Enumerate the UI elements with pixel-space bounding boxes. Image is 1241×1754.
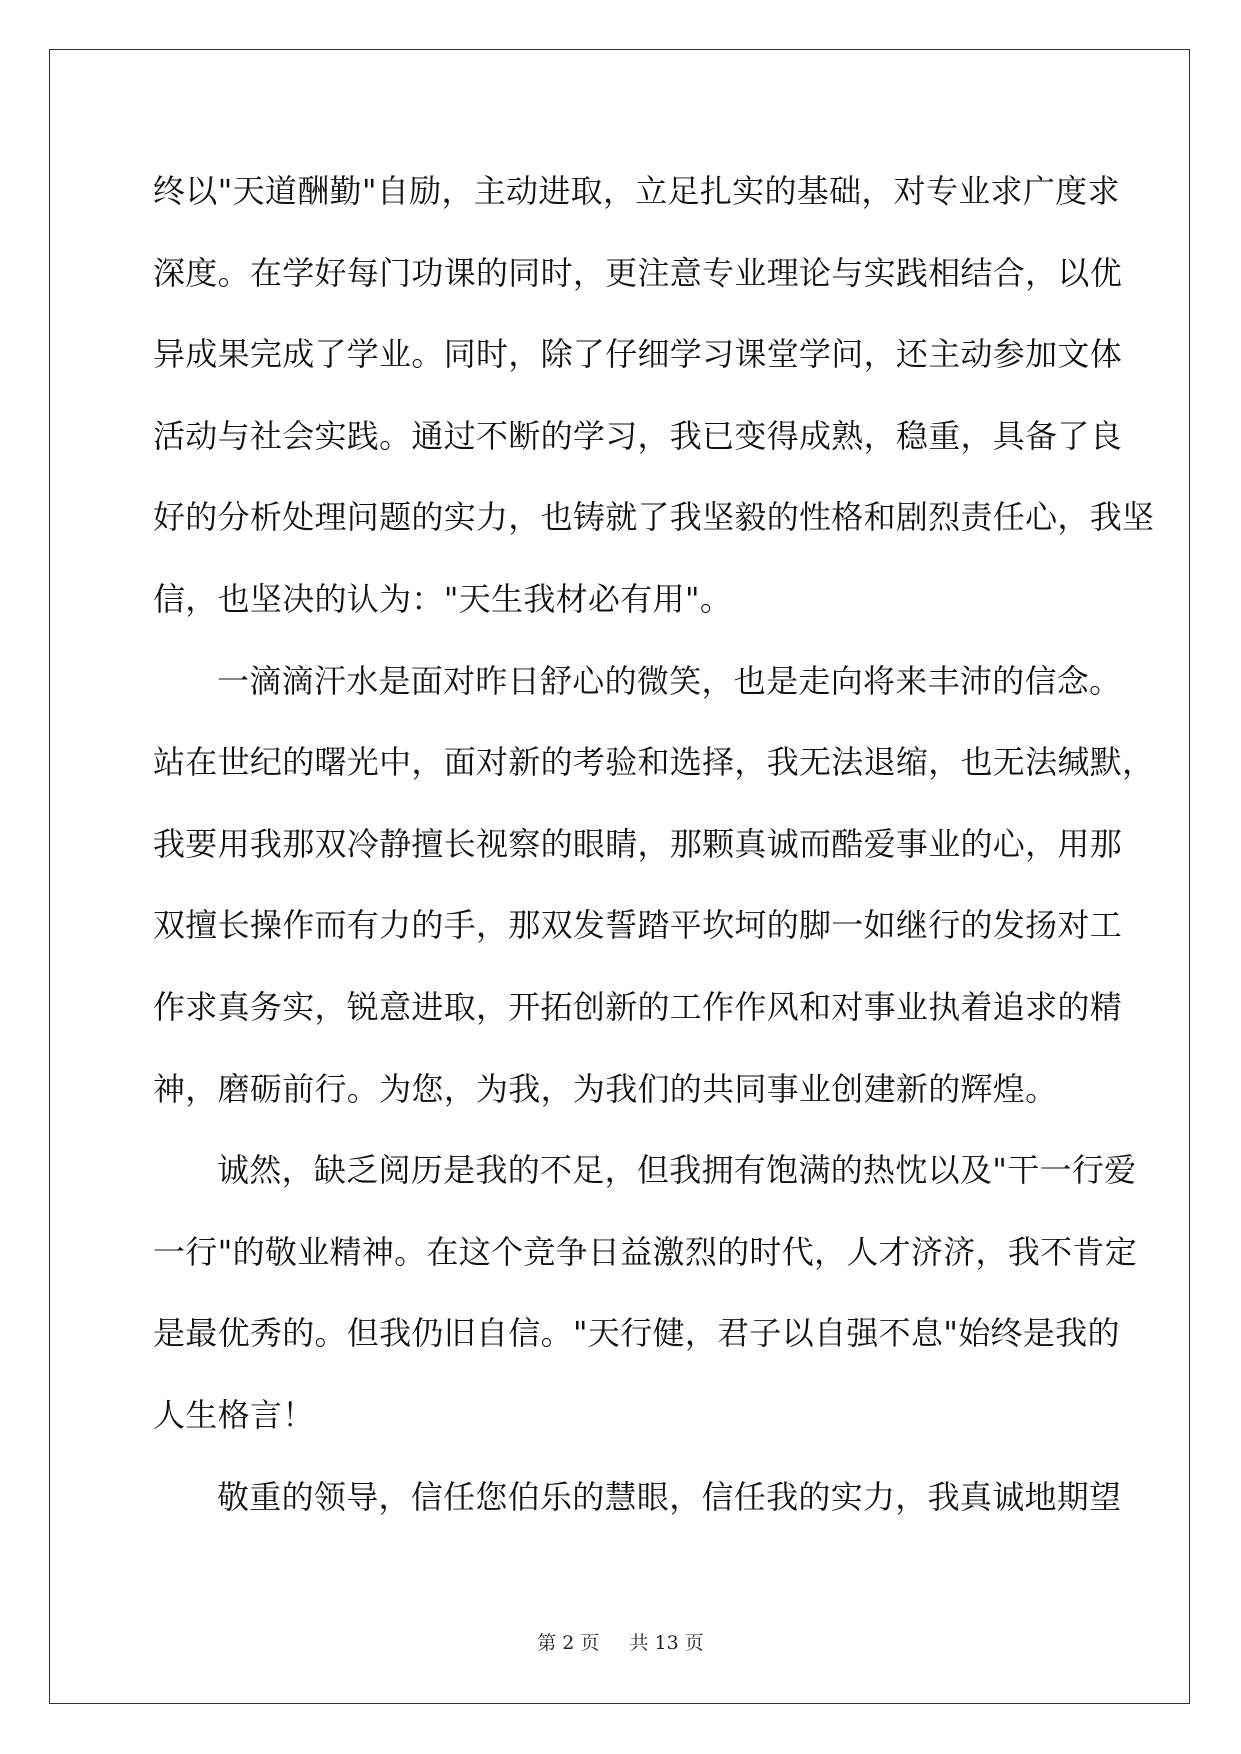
text-line: 神，磨砺前行。为您，为我，为我们的共同事业创建新的辉煌。 bbox=[153, 1069, 1058, 1108]
text-line: 作求真务实，锐意进取，开拓创新的工作作风和对事业执着追求的精 bbox=[153, 987, 1123, 1026]
paragraph-start-line: 诚然，缺乏阅历是我的不足，但我拥有饱满的热忱以及"干一行爱 bbox=[217, 1151, 1137, 1190]
page-number: 第 2 页 bbox=[537, 1632, 600, 1654]
text-line: 是最优秀的。但我仍旧自信。"天行健，君子以自强不息"始终是我的 bbox=[153, 1314, 1120, 1353]
text-line: 一行"的敬业精神。在这个竞争日益激烈的时代，人才济济，我不肯定 bbox=[153, 1232, 1138, 1271]
page-total: 共 13 页 bbox=[629, 1632, 704, 1654]
text-line: 站在世纪的曙光中，面对新的考验和选择，我无法退缩，也无法缄默， bbox=[153, 743, 1155, 782]
text-line: 我要用我那双冷静擅长视察的眼睛，那颗真诚而酷爱事业的心，用那 bbox=[153, 824, 1123, 863]
text-line: 好的分析处理问题的实力，也铸就了我坚毅的性格和剧烈责任心，我坚 bbox=[153, 498, 1155, 537]
text-line: 异成果完成了学业。同时，除了仔细学习课堂学问，还主动参加文体 bbox=[153, 335, 1123, 374]
text-line: 人生格言！ bbox=[153, 1395, 315, 1434]
text-line: 终以"天道酬勤"自励，主动进取，立足扎实的基础，对专业求广度求 bbox=[153, 172, 1120, 210]
text-line: 活动与社会实践。通过不断的学习，我已变得成熟，稳重，具备了良 bbox=[153, 416, 1123, 455]
paragraph-start-line: 一滴滴汗水是面对昨日舒心的微笑，也是走向将来丰沛的信念。 bbox=[217, 661, 1122, 700]
paragraph-start-line: 敬重的领导，信任您伯乐的慧眼，信任我的实力，我真诚地期望 bbox=[217, 1477, 1122, 1516]
page-footer bbox=[0, 1628, 1241, 1655]
text-line: 深度。在学好每门功课的同时，更注意专业理论与实践相结合，以优 bbox=[153, 253, 1123, 292]
document-body bbox=[153, 166, 1155, 1553]
text-line: 信，也坚决的认为："天生我材必有用"。 bbox=[153, 579, 733, 618]
text-line: 双擅长操作而有力的手，那双发誓踏平坎坷的脚一如继行的发扬对工 bbox=[153, 906, 1123, 945]
